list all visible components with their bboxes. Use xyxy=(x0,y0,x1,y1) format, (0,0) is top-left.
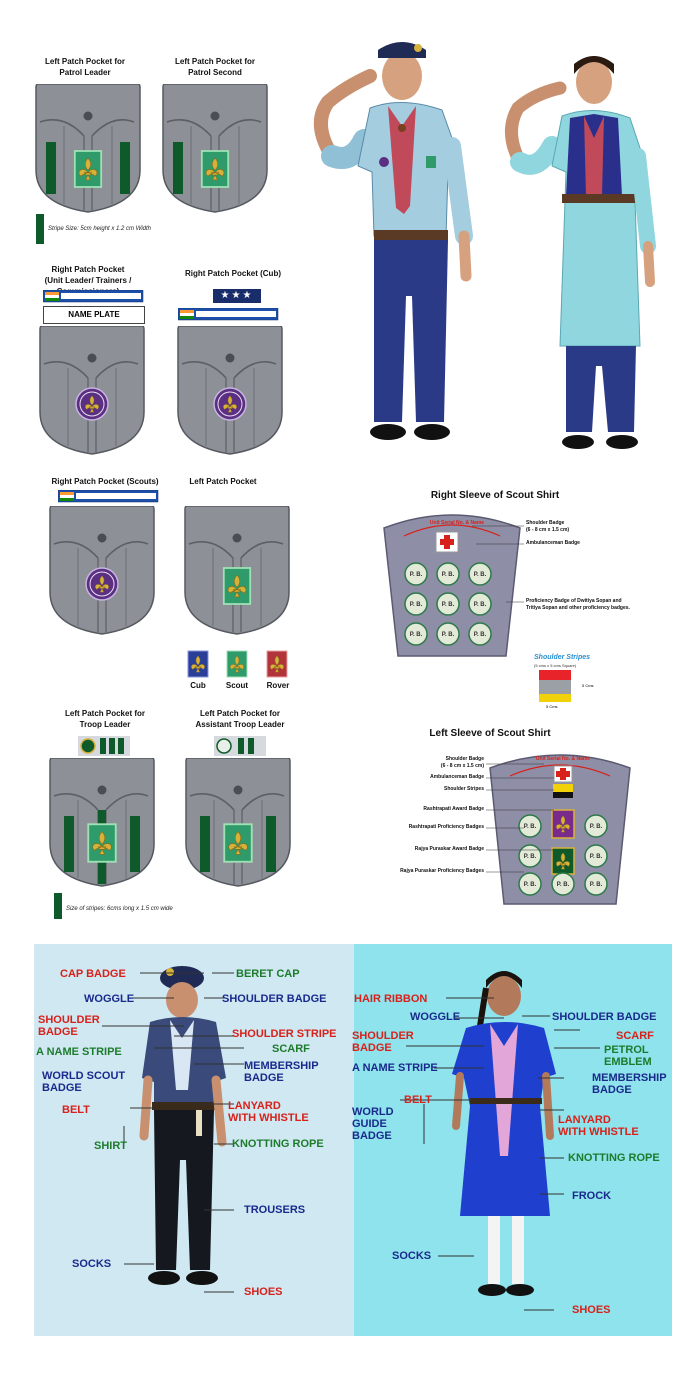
stripe-sample xyxy=(36,214,44,244)
ls-label-rajya-proficiency: Rajya Puraskar Proficiency Badges xyxy=(400,868,484,874)
guide-label-world-guide-badge: WORLD GUIDE BADGE xyxy=(352,1106,394,1142)
scout-label-woggle: WOGGLE xyxy=(84,993,135,1005)
pocket-right-leader xyxy=(38,326,148,458)
shoulder-stripes-title: Shoulder Stripes xyxy=(534,654,591,661)
rs-label-proficiency: Proficiency Badge of Dwitiya Sopan and Tritiya Sopan and other proficiency badges. xyxy=(526,598,630,611)
stripe-size-note-2: Size of stripes: 6cms long x 1.5 cm wide xyxy=(66,906,173,912)
svg-text:P. B.: P. B. xyxy=(523,824,537,830)
svg-text:P. B.: P. B. xyxy=(409,632,423,638)
badge-cub xyxy=(187,650,209,678)
scout-label-shirt: SHIRT xyxy=(94,1140,127,1152)
label-scout: Scout xyxy=(225,681,249,690)
badge-scout xyxy=(226,650,248,678)
left-sleeve-arc-text: Unit Serial No. & Name xyxy=(535,756,591,762)
stripe-red xyxy=(539,670,571,680)
caption-right-pocket-scouts: Right Patch Pocket (Scouts) xyxy=(51,477,159,486)
caption-troop-leader: Left Patch Pocket for Troop Leader xyxy=(64,709,145,729)
scout-label-scarf: SCARF xyxy=(272,1043,310,1055)
scout-label-shoes: SHOES xyxy=(244,1286,283,1298)
scout-label-membership-badge: MEMBERSHIP BADGE xyxy=(244,1060,319,1084)
rs-label-ambulance: Ambulanceman Badge xyxy=(526,540,580,546)
scout-label-beret-cap: BERET CAP xyxy=(236,968,300,980)
scout-label-world-scout-badge: WORLD SCOUT BADGE xyxy=(42,1070,126,1094)
scout-label-socks: SOCKS xyxy=(72,1258,112,1270)
stripe-grey xyxy=(539,680,571,694)
cub-flag-strip xyxy=(178,308,280,322)
scout-label-shoulder-stripe: SHOULDER STRIPE xyxy=(232,1028,337,1040)
right-sleeve-title: Right Sleeve of Scout Shirt xyxy=(430,490,560,501)
scout-label-belt: BELT xyxy=(62,1104,90,1116)
guide-label-membership-badge: MEMBERSHIP BADGE xyxy=(592,1072,667,1096)
ls-label-ambulance: Ambulanceman Badge xyxy=(430,774,484,780)
scout-label-knotting-rope: KNOTTING ROPE xyxy=(232,1138,324,1150)
caption-asst-troop-leader: Left Patch Pocket for Assistant Troop Leader xyxy=(195,709,285,729)
guide-label-petrol-emblem: PETROL EMBLEM xyxy=(604,1044,652,1068)
name-strip-flag xyxy=(43,290,145,304)
stripe-dim-width: 5 Cms xyxy=(546,704,558,709)
scout-label-lanyard: LANYARD WITH WHISTLE xyxy=(228,1100,309,1124)
asst-troop-leader-bar xyxy=(214,736,266,756)
right-sleeve-arc-text: Unit Serial No. & Name xyxy=(429,520,485,526)
pocket-patrol-second xyxy=(161,84,271,216)
guide-label-shoulder-badge-left: SHOULDER BADGE xyxy=(352,1030,414,1054)
ls-label-rajya-award: Rajya Puraskar Award Badge xyxy=(414,846,484,852)
svg-text:P. B.: P. B. xyxy=(473,632,487,638)
svg-text:P. B.: P. B. xyxy=(473,572,487,578)
pocket-right-scouts xyxy=(48,506,158,638)
guide-girl-illustration xyxy=(490,46,670,466)
stripe-sample-2 xyxy=(54,893,62,919)
caption-left-pocket: Left Patch Pocket xyxy=(189,477,257,486)
scout-label-shoulder-badge: SHOULDER BADGE xyxy=(222,993,327,1005)
guide-label-scarf: SCARF xyxy=(616,1030,654,1042)
scouts-flag-strip xyxy=(58,490,160,504)
guide-label-socks: SOCKS xyxy=(392,1250,432,1262)
right-sleeve-leaders xyxy=(470,520,530,620)
badge-rover xyxy=(266,650,288,678)
scout-label-shoulder-badge-left: SHOULDER BADGE xyxy=(38,1014,100,1038)
cub-stars-strip: ★★★ xyxy=(213,289,261,303)
svg-text:P. B.: P. B. xyxy=(409,602,423,608)
svg-text:P. B.: P. B. xyxy=(523,854,537,860)
caption-patrol-leader: Left Patch Pocket for Patrol Leader xyxy=(44,57,125,77)
svg-text:P. B.: P. B. xyxy=(473,602,487,608)
stripe-dim-height: 5 Cms xyxy=(582,683,594,688)
guide-label-shoulder-badge: SHOULDER BADGE xyxy=(552,1011,657,1023)
guide-label-name-stripe: A NAME STRIPE xyxy=(352,1062,438,1074)
ls-label-shoulder-badge: Shoulder Badge (6 - 8 cm x 1.5 cm) xyxy=(440,756,484,769)
label-rover: Rover xyxy=(266,681,290,690)
svg-text:P. B.: P. B. xyxy=(589,824,603,830)
pocket-right-cub xyxy=(176,326,286,458)
stripe-size-note: Stripe Size: 5cm height x 1.2 cm Width xyxy=(48,226,151,232)
name-plate: NAME PLATE xyxy=(43,306,145,324)
caption-patrol-second: Left Patch Pocket for Patrol Second xyxy=(174,57,255,77)
caption-right-pocket-cub: Right Patch Pocket (Cub) xyxy=(184,269,281,278)
caption-right-pocket-leader: Right Patch Pocket (Unit Leader/ Trainers / xyxy=(44,265,132,285)
svg-text:P. B.: P. B. xyxy=(589,854,603,860)
stripe-yellow xyxy=(539,694,571,702)
svg-text:P. B.: P. B. xyxy=(441,572,455,578)
ls-label-rashtrapati-proficiency: Rashtrapati Proficiency Badges xyxy=(408,824,484,830)
left-sleeve-leaders xyxy=(484,758,564,878)
guide-label-shoes: SHOES xyxy=(572,1304,611,1316)
scout-label-trousers: TROUSERS xyxy=(244,1204,306,1216)
svg-text:P. B.: P. B. xyxy=(441,602,455,608)
shoulder-stripes-note: (5 cms x 5 cms Square) xyxy=(534,663,577,668)
pocket-patrol-leader xyxy=(34,84,144,216)
svg-text:P. B.: P. B. xyxy=(441,632,455,638)
guide-label-hair-ribbon: HAIR RIBBON xyxy=(354,993,428,1005)
ls-label-shoulder-stripes: Shoulder Stripes xyxy=(443,786,484,792)
pocket-troop-leader xyxy=(48,758,158,890)
guide-label-woggle: WOGGLE xyxy=(410,1011,461,1023)
guide-label-lanyard: LANYARD WITH WHISTLE xyxy=(558,1114,639,1138)
rs-label-shoulder-badge: Shoulder Badge (6 - 8 cm x 1.5 cm) xyxy=(526,520,570,533)
scout-label-name-stripe: A NAME STRIPE xyxy=(36,1046,122,1058)
scout-boy-illustration xyxy=(292,36,492,466)
left-sleeve-title: Left Sleeve of Scout Shirt xyxy=(429,728,551,739)
pocket-asst-troop-leader xyxy=(184,758,294,890)
scout-label-cap-badge: CAP BADGE xyxy=(60,968,126,980)
svg-text:P. B.: P. B. xyxy=(556,882,570,888)
guide-label-belt: BELT xyxy=(404,1094,432,1106)
svg-text:P. B.: P. B. xyxy=(409,572,423,578)
pocket-left xyxy=(183,506,293,638)
svg-text:P. B.: P. B. xyxy=(589,882,603,888)
guide-label-frock: FROCK xyxy=(572,1190,612,1202)
troop-leader-bar xyxy=(78,736,130,756)
ls-label-rashtrapati-award: Rashtrapati Award Badge xyxy=(423,806,484,812)
guide-label-knotting-rope: KNOTTING ROPE xyxy=(568,1152,660,1164)
svg-text:P. B.: P. B. xyxy=(523,882,537,888)
label-cub: Cub xyxy=(190,681,206,690)
